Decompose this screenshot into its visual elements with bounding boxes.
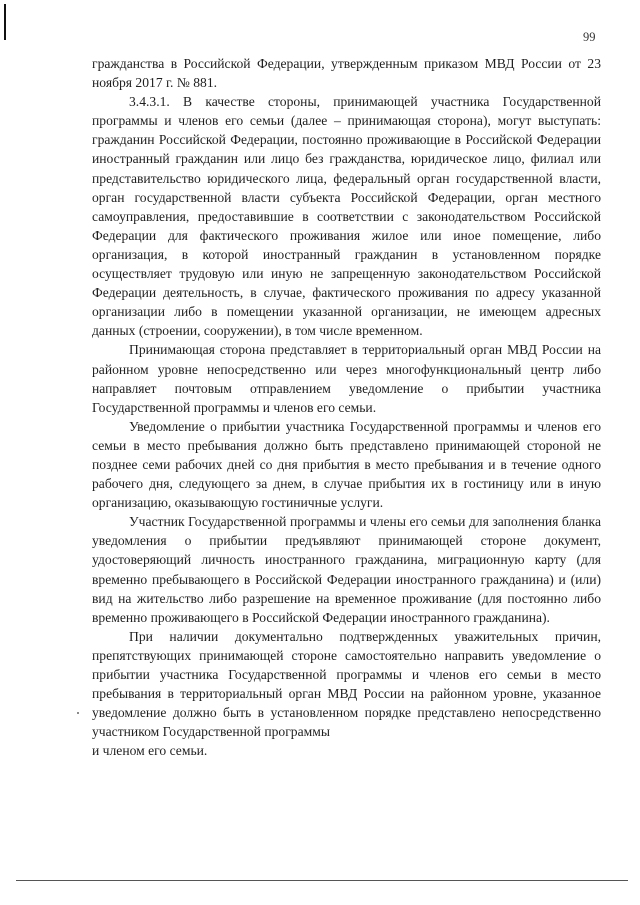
paragraph-continuation: гражданства в Российской Федерации, утвержденным приказом МВД России от 23 ноября 2017 г. № 881. bbox=[92, 56, 601, 91]
binding-mark bbox=[4, 4, 6, 40]
paragraph-host-notification: Принимающая сторона представляет в территориальный орган МВД России на районном уровне непосредственно или через многофункциональный центр либо направляет почтовым отправлением уведомление о прибытии участника Государственной программы и членов его семьи. bbox=[92, 342, 601, 415]
paragraph-required-documents: Участник Государственной программы и члены его семьи для заполнения бланка уведомления о прибытии предъявляют принимающей стороне документ, удостоверяющий личность иностранного гражданина, миграционную карту (для временно пребывающего в Российской Федерации иностранного гражданина) и (или) вид на жительство либо разрешение на временное проживание (для постоянно либо временно проживающего в Российской Федерации иностранного гражданина). bbox=[92, 514, 601, 625]
paragraph-final-line: и членом его семьи. bbox=[92, 743, 208, 759]
paragraph-3-4-3-1: 3.4.3.1. В качестве стороны, принимающей участника Государственной программы и членов его семьи (далее – принимающая сторона), могут выступать: гражданин Российской Федерации, постоянно проживающие в Российской Федерации иностранный гражданин или лицо без гражданства, юридическое лицо, филиал или представительство юридического лица, федеральный орган государственной власти, орган государственной власти субъекта Российской Федерации, орган местного самоуправления, предоставившие в соответствии с законодательством Российской Федерации для фактического проживания жилое или иное помещение, либо организация, в которой иностранный гражданин в установленном порядке осуществляет трудовую или иную не запрещенную законодательством Российской Федерации деятельность, в случае, фактического проживания по адресу указанной организации либо в помещении указанной организации, не имеющем адресных данных (строении, сооружении), в том числе временном. bbox=[92, 94, 601, 339]
bottom-rule bbox=[16, 880, 628, 881]
scan-speck bbox=[77, 712, 79, 714]
page-number: 99 bbox=[583, 30, 596, 44]
paragraph-valid-reasons: При наличии документально подтвержденных уважительных причин, препятствующих принимающей стороне самостоятельно направить уведомление о прибытии участника Государственной программы и членов его семьи в место пребывания в территориальный орган МВД России на районном уровне, указанное уведомление должно быть в установленном порядке представлено непосредственно участником Государственной программы bbox=[92, 628, 601, 740]
paragraph-notification-deadline: Уведомление о прибытии участника Государственной программы и членов его семьи в место пребывания должно быть представлено принимающей стороной не позднее семи рабочих дней со дня прибытия в место пребывания и в течение одного рабочего дня, следующего за днем, в случае прибытия их в гостиницу или в иную организацию, оказывающую гостиничные услуги. bbox=[92, 418, 601, 511]
document-body bbox=[92, 54, 601, 760]
